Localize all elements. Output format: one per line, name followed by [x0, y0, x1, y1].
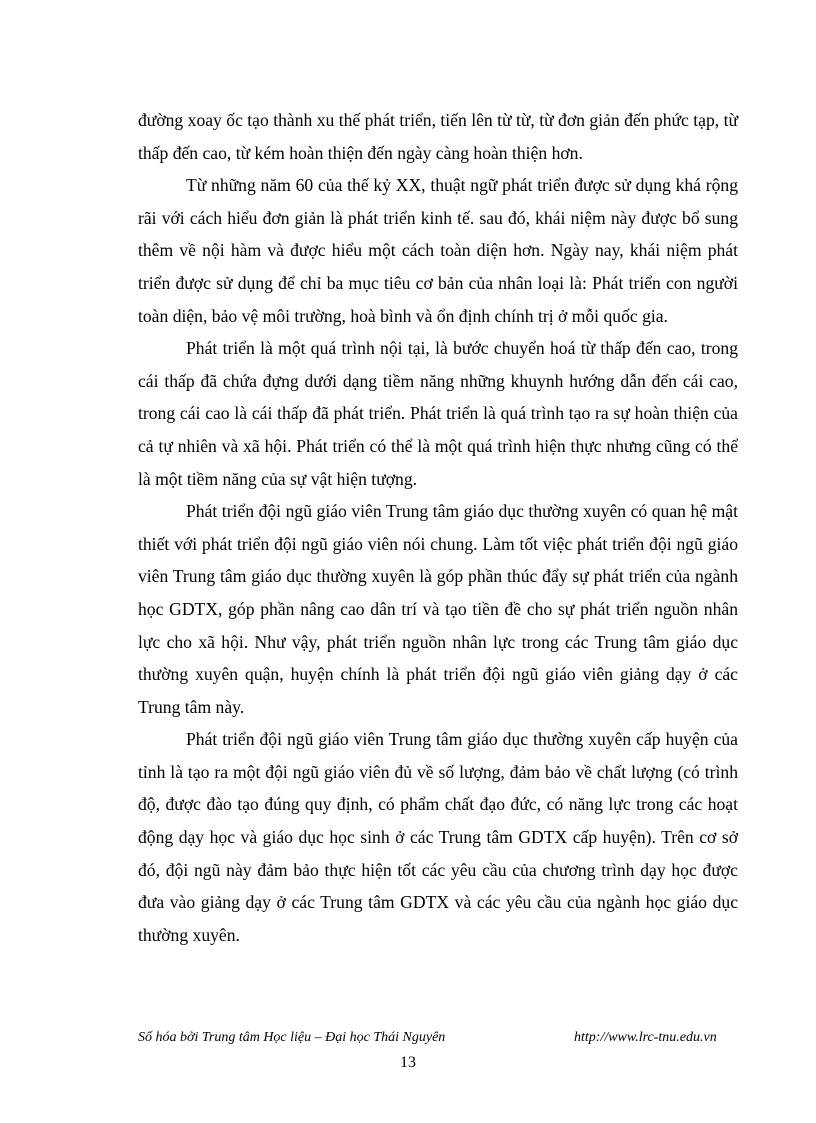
footer-url: http://www.lrc-tnu.edu.vn	[574, 1030, 717, 1045]
paragraph-3: Phát triển là một quá trình nội tại, là bước chuyển hoá từ thấp đến cao, trong cái thấp đã chứa đựng dưới dạng tiềm năng những khuynh hướng dẫn đến cái cao, trong cái cao là cái thấp đã phát triển. Phát triển là quá trình tạo ra sự hoàn thiện của cả tự nhiên và xã hội. Phát triển có thể là một quá trình hiện thực nhưng cũng có thể là một tiềm năng của sự vật hiện tượng.	[138, 338, 738, 489]
paragraph-1: đường xoay ốc tạo thành xu thế phát triển, tiến lên từ từ, từ đơn giản đến phức tạp, từ thấp đến cao, từ kém hoàn thiện đến ngày càng hoàn thiện hơn.	[138, 110, 738, 163]
paragraph-2: Từ những năm 60 của thế kỷ XX, thuật ngữ phát triển được sử dụng khá rộng rãi với cách hiểu đơn giản là phát triển kinh tế. sau đó, khái niệm này được bổ sung thêm về nội hàm và được hiểu một cách toàn diện hơn. Ngày nay, khái niệm phát triển được sử dụng để chỉ ba mục tiêu cơ bản của nhân loại là: Phát triển con người toàn diện, bảo vệ môi trường, hoà bình và ổn định chính trị ở mỗi quốc gia.	[138, 175, 738, 326]
page-number: 13	[400, 1054, 416, 1071]
body-text	[138, 104, 738, 951]
paragraph-4: Phát triển đội ngũ giáo viên Trung tâm giáo dục thường xuyên có quan hệ mật thiết với phát triển đội ngũ giáo viên nói chung. Làm tốt việc phát triển đội ngũ giáo viên Trung tâm giáo dục thường xuyên là góp phần thúc đẩy sự phát triển của ngành học GDTX, góp phần nâng cao dân trí và tạo tiền đề cho sự phát triển nguồn nhân lực cho xã hội. Như vậy, phát triển nguồn nhân lực trong các Trung tâm giáo dục thường xuyên quận, huyện chính là phát triển đội ngũ giáo viên giảng dạy ở các Trung tâm này.	[138, 501, 738, 717]
footer-credit: Số hóa bởi Trung tâm Học liệu – Đại học Thái Nguyên	[138, 1030, 446, 1045]
paragraph-5: Phát triển đội ngũ giáo viên Trung tâm giáo dục thường xuyên cấp huyện của tỉnh là tạo ra một đội ngũ giáo viên đủ về số lượng, đảm bảo về chất lượng (có trình độ, được đào tạo đúng quy định, có phẩm chất đạo đức, có năng lực trong các hoạt động dạy học và giáo dục học sinh ở các Trung tâm GDTX cấp huyện). Trên cơ sở đó, đội ngũ này đảm bảo thực hiện tốt các yêu cầu của chương trình dạy học được đưa vào giảng dạy ở các Trung tâm GDTX và các yêu cầu của ngành học giáo dục thường xuyên.	[138, 729, 738, 945]
